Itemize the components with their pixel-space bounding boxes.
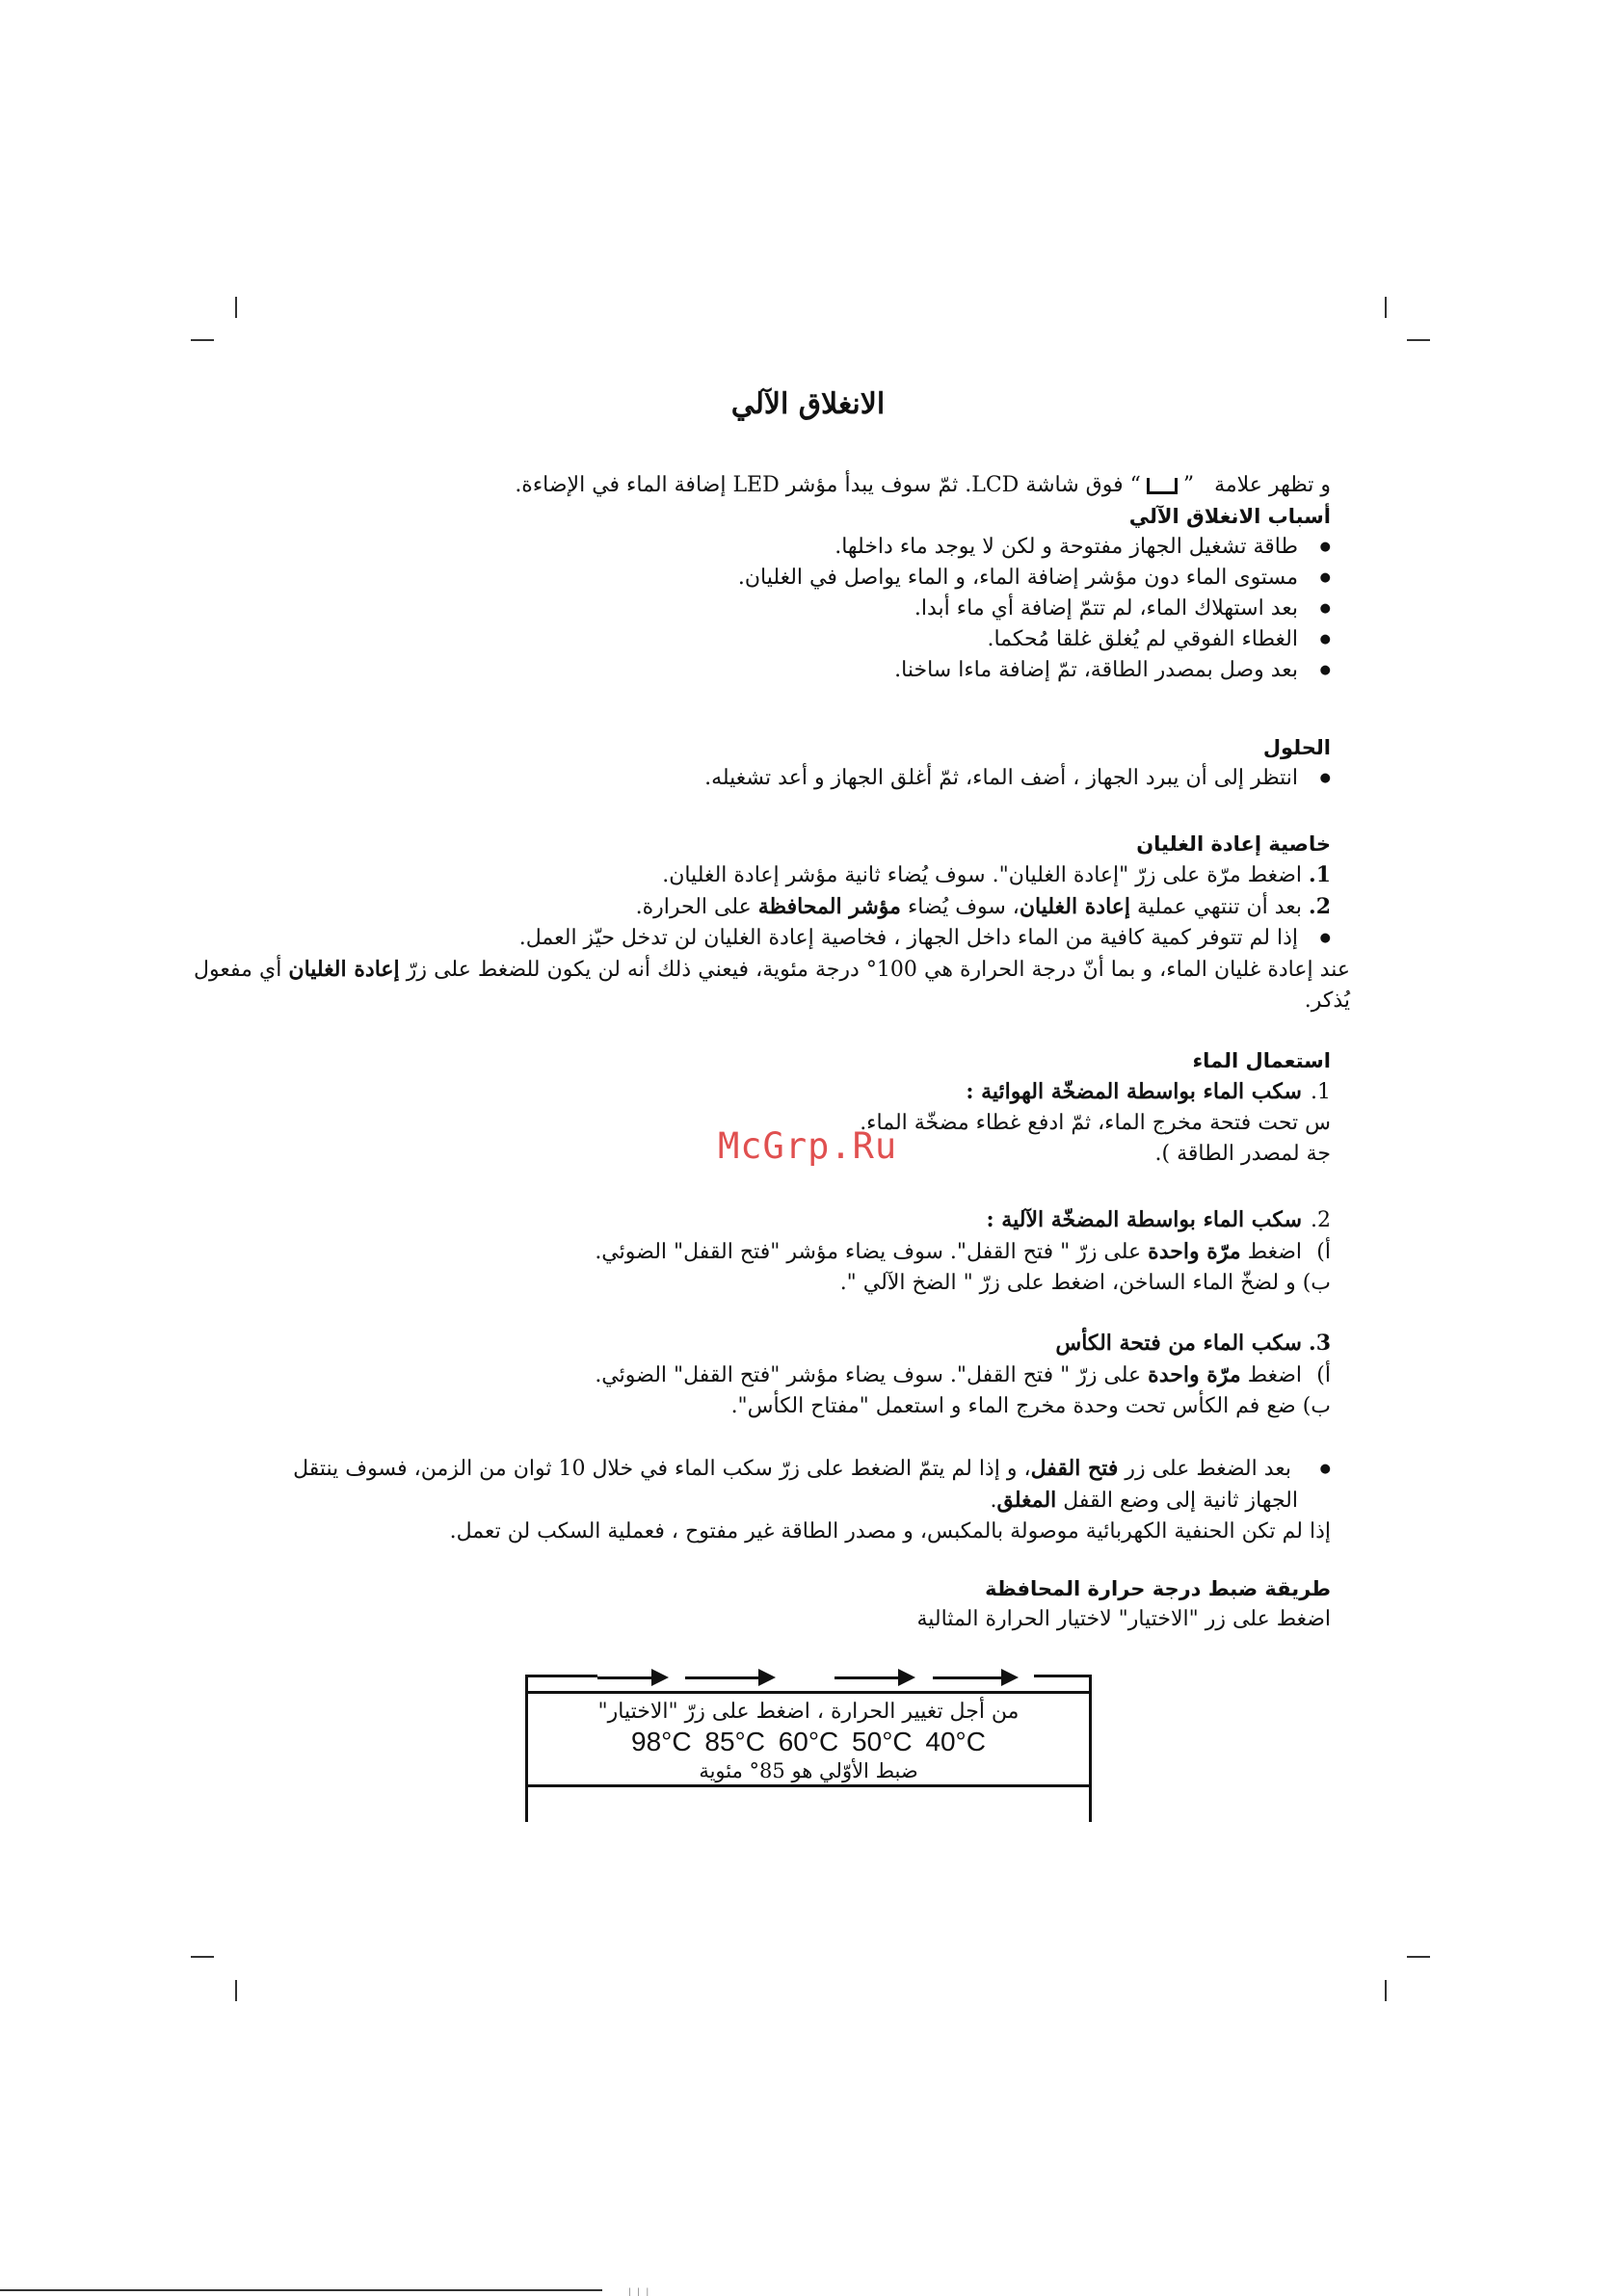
note-text-bold: المغلق [996,1488,1057,1513]
list-item: ● بعد وصل بمصدر الطاقة، تمّ إضافة ماءا ساخنا. [271,655,1331,686]
arrow-right-icon [834,1676,912,1679]
pour-method-2-a [194,1236,1331,1268]
crop-mark [191,1956,214,1958]
lock-note-cont [194,1485,1331,1517]
crop-mark [235,297,237,318]
solutions-section [271,732,1331,794]
step-text: على الحرارة. [635,895,758,919]
reboil-heading: خاصية إعادة الغليان [1136,832,1331,856]
step-number: 3. [1309,1331,1331,1356]
reboil-note [194,954,1350,1016]
pour-method-2-title [194,1204,1331,1236]
crop-mark [1407,1956,1430,1958]
sub-label: أ) [1316,1363,1331,1387]
solutions-heading: الحلول [1262,736,1331,759]
tap-note: إذا لم تكن الحنفية الكهربائية موصولة بالمكبس، و مصدر الطاقة غير مفتوح ، فعملية السكب لن تعمل. [449,1519,1331,1544]
pour-method-1-line: س تحت فتحة مخرج الماء، ثمّ ادفع غطاء مضخّة الماء. [860,1111,1331,1135]
step-text: اضغط [1240,1363,1302,1387]
step-text-bold: إعادة الغليان [1019,894,1131,919]
diagram-line [1089,1787,1092,1822]
diagram-line [1089,1675,1092,1694]
crop-mark [1407,339,1430,341]
intro-text-before: و تظهر علامة ” [1182,473,1331,497]
keep-warm-heading: طريقة ضبط درجة حرارة المحافظة [985,1577,1331,1600]
list-item: ● الغطاء الفوقي لم يُغلق غلقا مُحكما. [271,624,1331,655]
step-text: ، سوف يُضاء [900,895,1020,919]
step-text: على زرّ " فتح القفل". سوف يضاء مؤشر "فتح القفل" الضوئي. [595,1363,1149,1387]
temperature-cycle-diagram [525,1691,1092,1787]
pour-method-1-line: جة لمصدر الطاقة ). [1154,1142,1331,1166]
pour-method-3-title [194,1328,1331,1359]
arrow-right-icon [685,1676,772,1679]
step-number: 1. [1309,862,1331,887]
step-text-bold: مرّة واحدة [1148,1239,1241,1264]
step-text: على زرّ " فتح القفل". سوف يضاء مؤشر "فتح القفل" الضوئي. [595,1240,1149,1264]
note-text: ، و إذا لم يتمّ الضغط على زرّ سكب الماء في خلال 10 ثوان من الزمن، فسوف ينتقل [293,1457,1031,1481]
list-item: ● إذا لم تتوفر كمية كافية من الماء داخل الجهاز ، فخاصية إعادة الغليان لن تدخل حيّز العمل. [194,923,1331,954]
step-text-bold: مرّة واحدة [1148,1362,1241,1387]
water-use-section [194,1045,1331,1547]
page-title: الانغلاق الآلي [730,387,886,421]
note-text-bold: فتح القفل [1030,1456,1119,1481]
step-number: 1. [1311,1080,1331,1104]
diagram-line [525,1675,528,1694]
watermark: McGrp.Ru [718,1125,898,1167]
reboil-step-2 [194,891,1331,923]
step-number: 2. [1311,1208,1331,1232]
note-text: عند إعادة غليان الماء، و بما أنّ درجة الحرارة هي 100° درجة مئوية، فيعني ذلك أنه لن يكون للضغط على زرّ [399,958,1350,982]
list-item: ● بعد استهلاك الماء، لم تتمّ إضافة أي ماء أبدا. [271,594,1331,624]
step-text-bold: مؤشر المحافظة [757,894,901,919]
crop-mark [1385,1980,1387,2001]
list-item: ● طاقة تشغيل الجهاز مفتوحة و لكن لا يوجد ماء داخلها. [271,532,1331,563]
note-text-bold: إعادة الغليان [288,957,400,982]
step-text: بعد أن تنتهي عملية [1130,895,1302,919]
note-text: أي مفعول يُذكر. [194,958,1350,1013]
step-title: سكب الماء من فتحة الكأس [1055,1331,1302,1356]
arrow-right-icon [597,1676,665,1679]
lock-note [194,1453,1331,1485]
list-item: ● انتظر إلى أن يبرد الجهاز ، أضف الماء، ثمّ أغلق الجهاز و أعد تشغيله. [271,763,1331,794]
default-temp-note: ضبط الأوّلي هو 85° مئوية [699,1759,918,1782]
note-text: . [990,1489,997,1513]
diagram-line [1034,1675,1092,1677]
crop-mark [235,1980,237,2001]
note-text: الجهاز ثانية إلى وضع القفل [1056,1489,1298,1513]
lcd-symbol-icon [1147,478,1178,494]
keep-warm-text: اضغط على زر "الاختيار" لاختيار الحرارة المثالية [916,1607,1331,1631]
temp-change-instruction: من أجل تغيير الحرارة ، اضغط على زرّ "الاختيار" [597,1700,1020,1724]
pour-method-2-b: ب) و لضخّ الماء الساخن، اضغط على زرّ " الضخ الآلي ". [839,1271,1331,1295]
intro-text-after: “ فوق شاشة LCD. ثمّ سوف يبدأ مؤشر LED إضافة الماء في الإضاءة. [515,473,1141,497]
keep-warm-section [271,1573,1331,1635]
pour-method-1-title [194,1076,1331,1108]
step-text: اضغط [1240,1240,1302,1264]
diagram-line [525,1787,528,1822]
intro-line [271,470,1331,501]
note-text: بعد الضغط على زر [1118,1457,1291,1481]
arrow-right-icon [933,1676,1015,1679]
bottom-rule [0,2289,602,2291]
crop-mark [1385,297,1387,318]
sub-label: أ) [1316,1240,1331,1264]
step-number: 2. [1309,894,1331,919]
reboil-step-1 [194,859,1331,891]
causes-heading: أسباب الانغلاق الآلي [1128,505,1331,528]
diagram-line [525,1675,597,1677]
crop-mark [191,339,214,341]
pour-method-3-b: ب) ضع فم الكأس تحت وحدة مخرج الماء و استعمل "مفتاح الكأس". [730,1394,1331,1418]
step-title: سكب الماء بواسطة المضخّة الآلية : [986,1207,1302,1232]
temp-options: 98°C 85°C 60°C 50°C 40°C [631,1727,986,1756]
auto-shutoff-section [271,470,1331,686]
reboil-section [194,829,1350,1016]
pour-method-3-a [194,1359,1331,1391]
step-text: اضغط مرّة على زرّ "إعادة الغليان". سوف يُضاء ثانية مؤشر إعادة الغليان. [662,863,1302,887]
list-item: ● مستوى الماء دون مؤشر إضافة الماء، و الماء يواصل في الغليان. [271,563,1331,594]
step-title: سكب الماء بواسطة المضخّة الهوائية : [966,1079,1302,1104]
bottom-ticks: | | | [628,2287,651,2296]
water-use-heading: استعمال الماء [1192,1049,1331,1072]
